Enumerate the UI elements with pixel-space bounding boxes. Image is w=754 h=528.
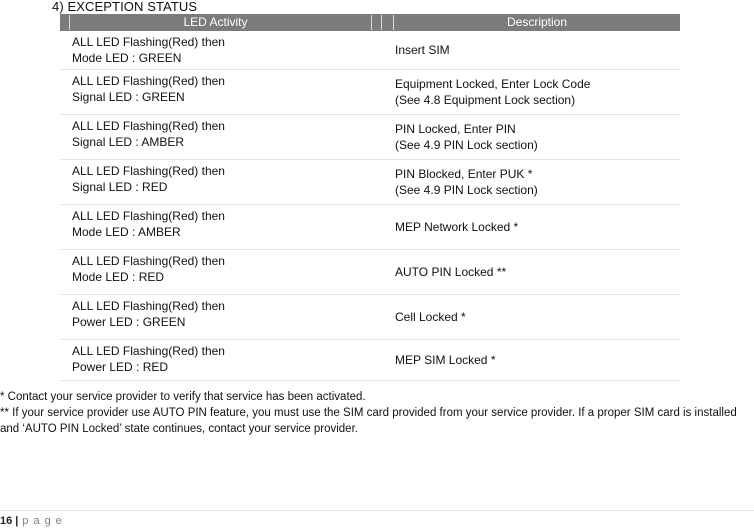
description-text: (See 4.9 PIN Lock section) <box>395 183 538 197</box>
led-activity-text: Signal LED : RED <box>72 180 168 194</box>
description-text: MEP SIM Locked * <box>395 353 496 367</box>
description-text: MEP Network Locked * <box>395 220 519 234</box>
description-text: AUTO PIN Locked ** <box>395 265 507 279</box>
table-header <box>60 14 680 31</box>
description-cell <box>395 166 675 198</box>
table-row <box>60 115 680 160</box>
description-cell <box>395 352 675 368</box>
table-row <box>60 160 680 205</box>
page-number: 16 <box>0 515 13 527</box>
table-row <box>60 295 680 340</box>
description-text: (See 4.8 Equipment Lock section) <box>395 93 576 107</box>
footnotes <box>0 389 754 437</box>
description-text: Cell Locked * <box>395 310 466 324</box>
header-divider <box>381 15 382 30</box>
description-text: Insert SIM <box>395 43 450 57</box>
description-cell <box>395 76 675 108</box>
led-activity-text: ALL LED Flashing(Red) then <box>72 164 225 178</box>
led-activity-text: ALL LED Flashing(Red) then <box>72 119 225 133</box>
header-description: Description <box>506 15 568 29</box>
description-text: Equipment Locked, Enter Lock Code <box>395 77 591 91</box>
led-activity-text: ALL LED Flashing(Red) then <box>72 299 225 313</box>
description-cell <box>395 121 675 153</box>
led-activity-text: ALL LED Flashing(Red) then <box>72 254 225 268</box>
led-activity-text: Mode LED : RED <box>72 270 165 284</box>
table-row <box>60 205 680 250</box>
header-led-activity: LED Activity <box>183 15 248 29</box>
table-body <box>60 31 680 381</box>
page-word: page <box>22 515 67 527</box>
description-cell <box>395 309 675 325</box>
led-activity-cell <box>72 208 362 240</box>
led-activity-cell <box>72 343 362 375</box>
led-activity-text: ALL LED Flashing(Red) then <box>72 344 225 358</box>
description-text: PIN Locked, Enter PIN <box>395 122 516 136</box>
description-cell <box>395 264 675 280</box>
footnote: and ‘AUTO PIN Locked’ state continues, contact your service provider. <box>0 423 358 435</box>
page-footer <box>0 510 754 528</box>
description-cell <box>395 42 675 58</box>
description-text: PIN Blocked, Enter PUK * <box>395 167 533 181</box>
led-activity-text: Power LED : GREEN <box>72 315 186 329</box>
led-activity-cell <box>72 73 362 105</box>
led-activity-cell <box>72 118 362 150</box>
description-cell <box>395 219 675 235</box>
table-row <box>60 31 680 70</box>
footnote: * Contact your service provider to verify that service has been activated. <box>0 391 366 403</box>
page-marker <box>0 515 67 527</box>
led-activity-cell <box>72 163 362 195</box>
led-activity-text: Mode LED : GREEN <box>72 51 182 65</box>
led-activity-cell <box>72 298 362 330</box>
led-activity-text: Power LED : RED <box>72 360 169 374</box>
led-activity-text: ALL LED Flashing(Red) then <box>72 209 225 223</box>
footnote: ** If your service provider use AUTO PIN feature, you must use the SIM card provided from your service provider. If a proper SIM card is installed <box>0 407 737 419</box>
table-row <box>60 340 680 381</box>
table-row <box>60 250 680 295</box>
section-title: 4) EXCEPTION STATUS <box>52 0 198 14</box>
led-activity-text: ALL LED Flashing(Red) then <box>72 35 225 49</box>
exception-status-table <box>60 14 680 381</box>
description-text: (See 4.9 PIN Lock section) <box>395 138 538 152</box>
page-separator: | <box>15 515 19 527</box>
led-activity-cell <box>72 253 362 285</box>
led-activity-text: Signal LED : AMBER <box>72 135 185 149</box>
table-row <box>60 70 680 115</box>
header-divider <box>371 15 372 30</box>
led-activity-text: ALL LED Flashing(Red) then <box>72 74 225 88</box>
led-activity-text: Mode LED : AMBER <box>72 225 181 239</box>
led-activity-text: Signal LED : GREEN <box>72 90 185 104</box>
led-activity-cell <box>72 34 362 66</box>
